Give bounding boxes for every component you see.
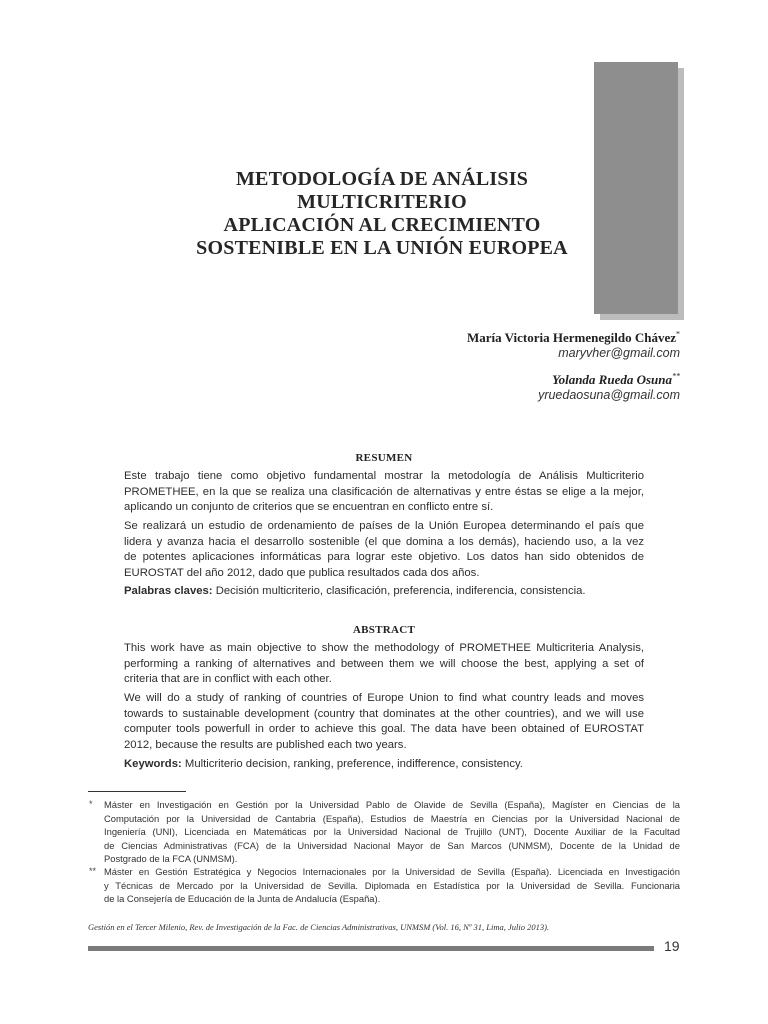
footnote-line: Postgrado de la FCA (UNMSM). [104,853,238,865]
author-2-name [552,372,680,388]
text-line: aplicando un conjunto de criterios que se encuentran en conflicto entre sí. [124,501,494,514]
journal-citation: Gestión en el Tercer Milenio, Rev. de Investigación de la Fac. de Ciencias Administrativas, UNMSM (Vol. 16, Nº 31, Lima, Julio 2013). [88,922,550,932]
footnote-1 [89,798,680,866]
abstract-heading: ABSTRACT [352,624,416,636]
text-line: Este trabajo tiene como objetivo fundamental mostrar la metodología de Análisis Multicriterio [124,470,644,482]
text-line: computer tools powerfull in order to achieve this goal. The data have been obtained of EUROSTAT [124,723,644,736]
footnote-line: Ingeniería (UNI), Licenciada en Matemáticas por la Universidad Nacional de Trujillo (UNT), Docente Auxiliar de la Facultad [104,826,680,838]
text-line: We will do a study of ranking of countries of Europe Union to find what country leads and moves [124,692,644,704]
abstract-keywords [124,757,644,773]
resumen-keywords [124,584,644,600]
abstract-paragraph-1 [124,641,644,688]
author-1-name-text: María Victoria Hermenegildo Chávez [466,330,676,345]
text-line: criteria that are in conflict with each other. [124,673,332,686]
footnote-line: y Técnicas de Mercado por la Universidad de Sevilla. Diplomada en Estadística por la Universidad de Sevilla. Funcionaria [104,879,680,891]
keywords-label: Palabras claves: [124,585,213,597]
author-2-footnote-mark: ** [672,371,680,381]
title-line-4: SOSTENIBLE EN LA UNIÓN EUROPEA [196,237,568,259]
author-2-email: yruedaosuna@gmail.com [538,388,680,402]
keywords-text: Decisión multicriterio, clasificación, preferencia, indiferencia, consistencia. [215,585,586,597]
footnote-line: Máster en Investigación en Gestión por la Universidad Pablo de Olavide de Sevilla (España), Magíster en Ciencias de la [104,799,680,810]
text-line: Se realizará un estudio de ordenamiento de países de la Unión Europea determinando el país que [124,520,644,532]
footnote-2 [89,865,680,906]
page-number: 19 [664,938,680,954]
author-1-email: maryvher@gmail.com [558,346,680,360]
article-title [150,168,614,260]
text-line: 2012, because the results are published each two years. [124,738,407,751]
text-line: PROMETHEE, en la que se realiza una clasificación de alternativas y entre éstas se elige a la mejor, [124,485,644,498]
footnote-line: Computación por la Universidad de Cantabria (España), Estudios de Maestría en Ciencias por la Universidad Nacional de [104,812,680,824]
text-line: towards to sustainable development (country that dominates at the other countries), and we will use [124,707,644,720]
footnote-line: Máster en Gestión Estratégica y Negocios Internacionales por la Universidad de Sevilla (España). Licenciada en Investigación [104,866,680,877]
text-line: performing a ranking of alternatives and between them we will choose the best, applying a set of [124,657,644,670]
resumen-heading: RESUMEN [355,452,413,464]
title-line-1: METODOLOGÍA DE ANÁLISIS [235,168,529,190]
keywords-text: Multicriterio decision, ranking, preference, indifference, consistency. [184,758,523,770]
text-line: de potentes aplicaciones informáticas para lograr este objetivo. Los datos han sido obtenidos de [124,551,644,564]
text-line: lidera y avanza hacia el desarrollo sostenible (el que domina a los demás), haciendo uso, a la vez [124,535,644,548]
footnote-separator [88,791,186,792]
footer-bar [88,946,654,951]
resumen-paragraph-1 [124,469,644,516]
author-1-name [467,330,680,346]
footnote-1-mark: * [89,799,93,809]
title-line-2: MULTICRITERIO [297,191,467,213]
footnote-line: de la Consejería de Educación de la Junta de Andalucía (España). [104,893,381,905]
text-line: This work have as main objective to show the methodology of PROMETHEE Multicriteria Analysis, [124,642,644,654]
author-1-footnote-mark: * [676,329,680,339]
abstract-paragraph-2 [124,691,644,753]
resumen-paragraph-2 [124,519,644,581]
footnote-line: de Ciencias Administrativas (FCA) de la Universidad Nacional Mayor de San Marcos (UNMSM), Docente de la Unidad de [104,839,680,851]
title-line-3: APLICACIÓN AL CRECIMIENTO [223,214,541,236]
footnote-2-mark: ** [89,866,97,876]
text-line: EUROSTAT del año 2012, dado que publica resultados cada dos años. [124,566,480,579]
author-2-name-text: Yolanda Rueda Osuna [552,372,672,387]
keywords-label: Keywords: [124,758,182,770]
